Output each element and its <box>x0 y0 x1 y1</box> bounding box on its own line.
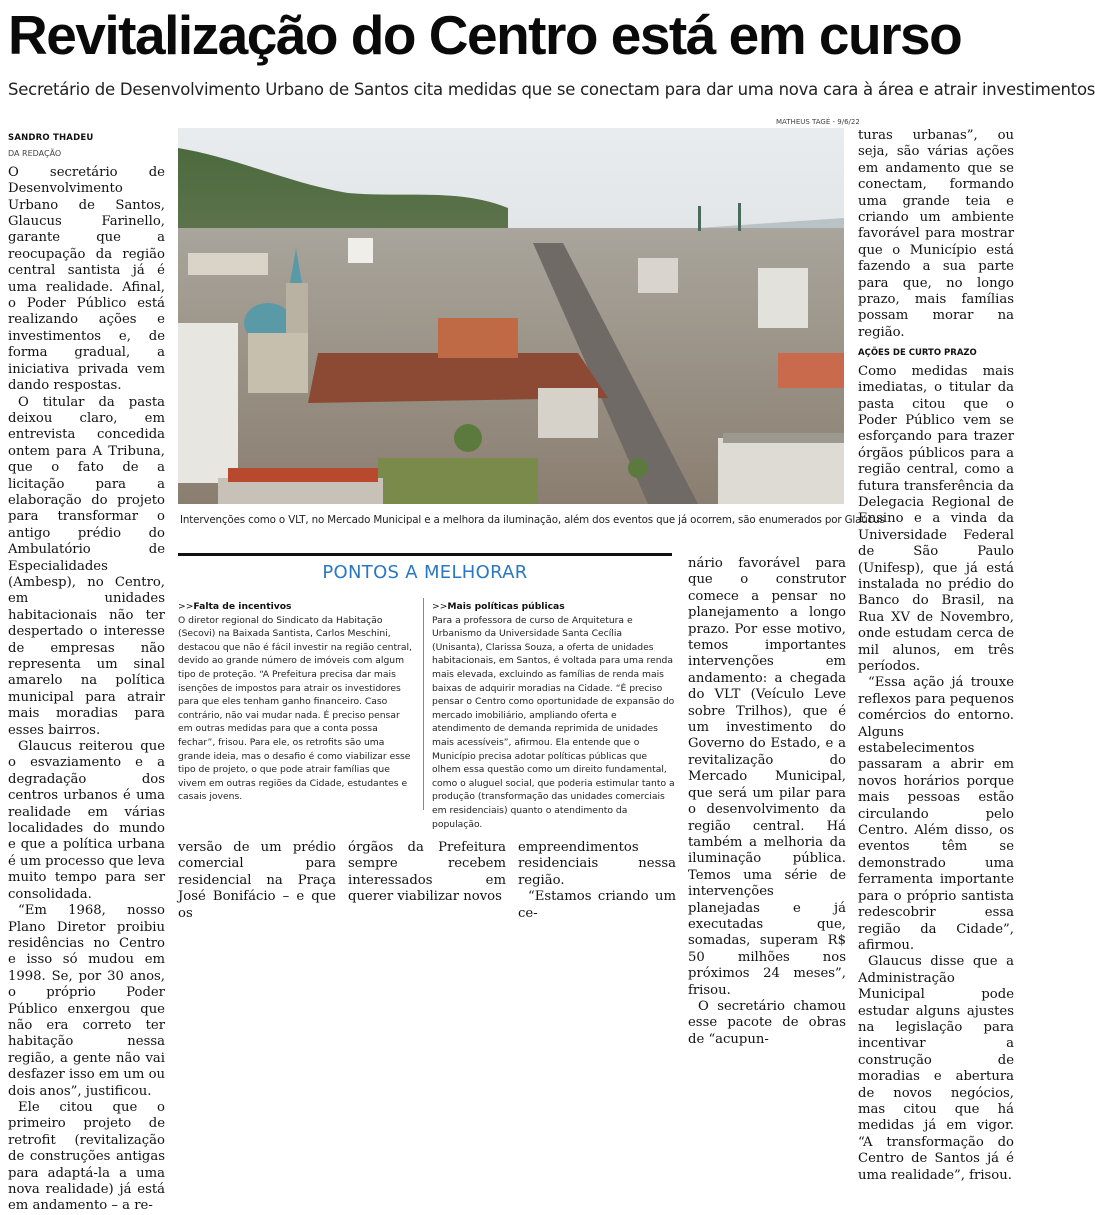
paragraph: O titular da pasta deixou claro, em entrevista concedida ontem para A Tribuna, que o fato de a licitação para a elaboração do projeto para transformar o antigo prédio do Ambulatório de Especialidades (Ambesp), no Centro, em unidades habitacionais não ter despertado o interesse de empresas não representa um sinal amarelo na política municipal para atrair mais moradias para esses bairros. <box>8 394 165 738</box>
column-5 <box>688 556 846 1048</box>
box-divider <box>423 598 424 810</box>
paragraph: Como medidas mais imediatas, o titular da pasta citou que o Poder Público vem se esforçando para trazer órgãos públicos para a região central, como a futura transferência da Delegacia Regional de Ensino e a vinda da Universidade Federal de São Paulo (Unifesp), que já está instalada no prédio do Banco do Brasil, na Rua XV de Novembro, onde estudam cerca de mil alunos, em três períodos. <box>858 363 1014 674</box>
headline: Revitalização do Centro está em curso <box>8 4 962 66</box>
box-right-heading: >>Mais políticas públicas <box>432 601 565 612</box>
photo-credit: MATHEUS TAGÉ - 9/6/22 <box>776 118 860 126</box>
box-left-heading: >>Falta de incentivos <box>178 601 292 612</box>
paragraph: O secretário de Desenvolvimento Urbano de Santos, Glaucus Farinello, garante que a reocupação da região central santista já é uma realidade. Afinal, o Poder Público está realizando ações e investimentos e, de forma gradual, a iniciativa privada vem dando respostas. <box>8 164 165 394</box>
column-1 <box>8 130 165 1215</box>
column-4-bottom <box>518 840 676 922</box>
paragraph: Ele citou que o primeiro projeto de retrofit (revitalização de construções antigas para adaptá-la a uma nova realidade) já está em andamento – a re- <box>8 1099 165 1214</box>
section-heading: AÇÕES DE CURTO PRAZO <box>858 348 977 359</box>
paragraph: versão de um prédio comercial para residencial na Praça José Bonifácio – e que os <box>178 840 336 921</box>
box-right-text: Para a professora de curso de Arquitetura e Urbanismo da Universidade Santa Cecília (Unisanta), Clarissa Souza, a oferta de unidades habitacionais, em Santos, é voltada para uma renda mais elevada, excluindo as famílias de renda mais baixas de adquirir moradias na Cidade. “É preciso pensar o Centro como oportunidade de expansão do mercado imobiliário, ampliando oferta e atendimento de demanda reprimida de unidades mais acessíveis”, afirmou. Ela entende que o Município precisa adotar políticas públicas que olhem essa questão como um direito fundamental, como o aluguel social, que poderia estimular tanto a produção (transformação das unidades comerciais em residenciais) quanto o atendimento da população. <box>432 614 675 830</box>
column-3-bottom <box>348 840 506 906</box>
paragraph: Glaucus reiterou que o esvaziamento e a degradação dos centros urbanos é uma realidade em várias localidades do mundo e que a política urbana é um processo que leva muito tempo para ser consolidada. <box>8 739 165 902</box>
byline-author: SANDRO THADEU <box>8 133 94 143</box>
photo-caption: Intervenções como o VLT, no Mercado Municipal e a melhora da iluminação, além dos eventos que já ocorrem, são enumerados por Glaucus <box>180 514 885 526</box>
paragraph: órgãos da Prefeitura sempre recebem interessados em querer viabilizar novos <box>348 840 506 905</box>
paragraph: nário favorável para que o construtor comece a pensar no planejamento a longo prazo. Por esse motivo, temos importantes intervenções em andamento: a chegada do VLT (Veículo Leve sobre Trilhos), que é um investimento do Governo do Estado, e a revitalização do Mercado Municipal, que será um pilar para o desenvolvimento da região central. Há também a melhoria da iluminação pública. Temos uma série de intervenções planejadas e já executadas que, somadas, superam R$ 50 milhões nos próximos 24 meses”, frisou. <box>688 556 846 998</box>
box-left-column <box>178 600 414 804</box>
paragraph: turas urbanas”, ou seja, são várias ações em andamento que se conectam, formando uma grande teia e criando um ambiente favorável para mostrar que o Município está fazendo a sua parte para que, no longo prazo, mais famílias possam morar na região. <box>858 128 1014 340</box>
city-photo <box>178 128 844 504</box>
deck-subtitle: Secretário de Desenvolvimento Urbano de Santos cita medidas que se conectam para dar uma nova cara à área e atrair investimentos <box>8 80 1095 99</box>
paragraph: Glaucus disse que a Administração Municipal pode estudar alguns ajustes na legislação para incentivar a construção de moradias e abertura de novos negócios, mas citou que há medidas já em vigor. “A transformação do Centro de Santos já é uma realidade”, frisou. <box>858 954 1014 1183</box>
paragraph: “Em 1968, nosso Plano Diretor proibiu residências no Centro e isso só mudou em 1998. Se, por 30 anos, o próprio Poder Público enxergou que não era correto ter habitação nessa região, a gente não vai desfazer isso em um ou dois anos”, justificou. <box>8 903 166 1099</box>
box-left-text: O diretor regional do Sindicato da Habitação (Secovi) na Baixada Santista, Carlos Meschini, destacou que não é fácil investir na região central, devido ao grande número de imóveis com algum tipo de proteção. “A Prefeitura precisa dar mais isenções de impostos para atrair os investidores para que eles tenham ganho financeiro. Caso contrário, não vai mudar nada. É preciso pensar em outras medidas para que a conta possa fechar”, frisou. Para ele, os retrofits são uma grande ideia, mas o desafio é como viabilizar esse tipo de projeto, o que pode atrair famílias que vivem em outras regiões da Cidade, estudantes e casais jovens. <box>178 614 412 803</box>
box-top-rule <box>178 553 672 556</box>
paragraph: “Estamos criando um ce- <box>518 889 676 921</box>
column-6 <box>858 128 1014 1184</box>
column-2-bottom <box>178 840 336 922</box>
paragraph: “Essa ação já trouxe reflexos para pequenos comércios do entorno. Alguns estabelecimentos passaram a abrir em novos horários porque mais pessoas estão circulando pelo Centro. Além disso, os eventos têm se demonstrado uma ferramenta importante para o próprio santista redescobrir essa região da Cidade”, afirmou. <box>858 675 1014 953</box>
paragraph: empreendimentos residenciais nessa região. <box>518 840 676 888</box>
box-title: PONTOS A MELHORAR <box>322 562 528 583</box>
box-right-column <box>432 600 675 831</box>
paragraph: O secretário chamou esse pacote de obras de “acupun- <box>688 998 846 1047</box>
byline-desk: DA REDAÇÃO <box>8 149 62 159</box>
